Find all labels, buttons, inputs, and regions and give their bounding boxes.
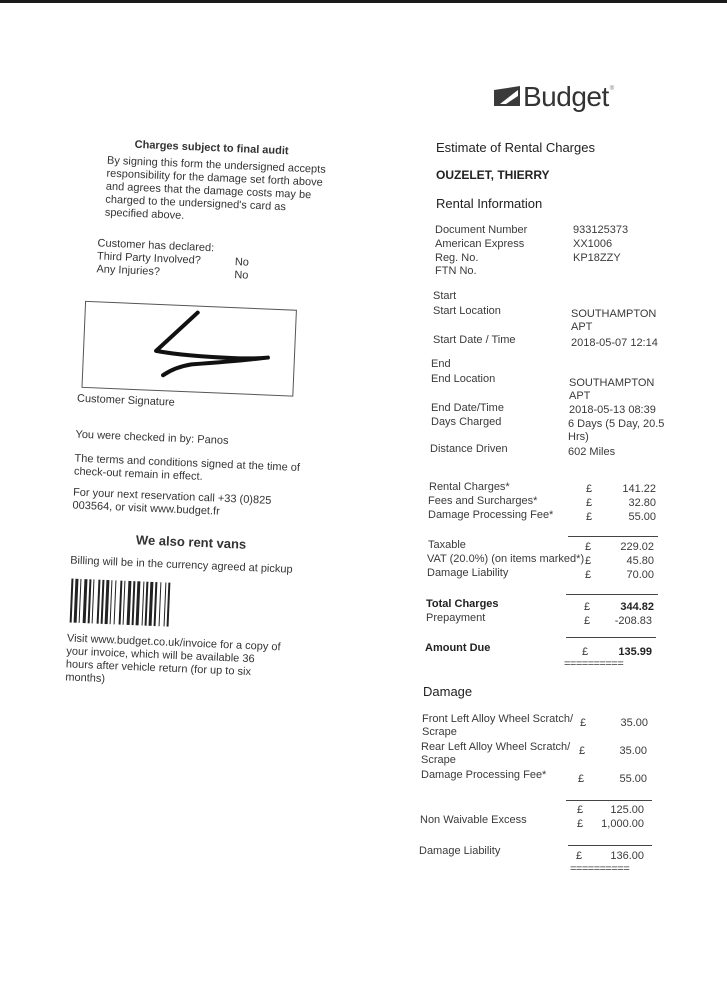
currency-symbol: £ [586, 497, 593, 509]
vans-heading: We also rent vans [135, 532, 247, 552]
charge-label: Damage Processing Fee* [428, 509, 554, 521]
end-datetime: 2018-05-13 08:39 [569, 404, 656, 416]
info-label: FTN No. [435, 265, 477, 277]
charge-amount: 55.00 [628, 511, 656, 523]
days-charged-line2: Hrs) [568, 431, 589, 443]
end-location-line1: SOUTHAMPTON [569, 377, 655, 389]
amount-due-value: 135.99 [618, 646, 652, 658]
declaration-label: Any Injuries? [96, 263, 161, 278]
info-value: KP18ZZY [573, 252, 621, 264]
trademark: ® [609, 86, 615, 92]
start-location-line2: APT [571, 321, 593, 333]
start-datetime: 2018-05-07 12:14 [571, 337, 658, 349]
currency-symbol: £ [577, 818, 584, 830]
days-charged-line1: 6 Days (5 Day, 20.5 [568, 418, 665, 430]
currency-symbol: £ [586, 483, 593, 495]
charge-label: Rental Charges* [429, 481, 510, 493]
currency-symbol: £ [584, 615, 591, 627]
amount-due-rule [566, 637, 656, 638]
end-location-label: End Location [431, 373, 496, 385]
prepayment-amount: -208.83 [614, 615, 652, 627]
budget-wordmark: Budget [523, 81, 609, 112]
tax-amount: 70.00 [626, 569, 654, 581]
damage-liability-amount: 136.00 [610, 850, 644, 862]
currency-symbol: £ [582, 646, 589, 658]
declaration-value: No [234, 269, 249, 282]
checked-in-by: You were checked in by: Panos [75, 428, 229, 447]
currency-symbol: £ [586, 511, 593, 523]
damage-subtotal-rule [566, 800, 652, 801]
liability-rule [568, 845, 652, 846]
estimate-title: Estimate of Rental Charges [436, 140, 595, 155]
tax-amount: 45.80 [626, 555, 654, 567]
total-charges-label: Total Charges [426, 598, 499, 610]
currency-symbol: £ [584, 601, 591, 613]
damage-item-label-cont: Scrape [421, 754, 456, 766]
start-location-label: Start Location [433, 305, 501, 317]
distance-value: 602 Miles [568, 446, 616, 458]
terms-paragraph: By signing this form the undersigned accepts responsibility for the damage set forth above and agrees that the damage costs may be charged to the undersigned's card as specified above. [104, 154, 326, 222]
currency-symbol: £ [579, 745, 586, 757]
conditions-text: The terms and conditions signed at the time of check-out remain in effect. [73, 452, 301, 483]
excess-label: Non Waivable Excess [420, 814, 527, 826]
info-label: Document Number [435, 224, 528, 236]
distance-label: Distance Driven [430, 443, 508, 455]
info-value: XX1006 [573, 238, 613, 250]
reservation-text: For your next reservation call +33 (0)825 003564, or visit www.budget.fr [72, 486, 272, 518]
total-rule [566, 594, 658, 595]
currency-symbol: £ [577, 804, 584, 816]
declared-label: Customer has declared: [97, 237, 215, 255]
currency-symbol: £ [585, 555, 592, 567]
start-datetime-label: Start Date / Time [433, 334, 516, 346]
charge-amount: 32.80 [628, 497, 656, 509]
declaration-label: Third Party Involved? [96, 250, 202, 267]
start-header: Start [433, 290, 457, 302]
tax-label: Taxable [428, 539, 466, 551]
start-location-line1: SOUTHAMPTON [571, 308, 657, 320]
info-value: 933125373 [573, 224, 629, 236]
currency-symbol: £ [580, 717, 587, 729]
damage-item-amount: 35.00 [619, 745, 647, 757]
damage-subtotal: 125.00 [610, 804, 644, 816]
tax-label: VAT (20.0%) (on items marked*) [427, 553, 585, 565]
excess-amount: 1,000.00 [601, 818, 644, 830]
damage-item-label-cont: Scrape [422, 726, 457, 738]
prepayment-label: Prepayment [426, 612, 486, 624]
damage-item-label: Front Left Alloy Wheel Scratch/ [422, 713, 574, 725]
damage-item-label: Rear Left Alloy Wheel Scratch/ [421, 741, 571, 753]
damage-liability-label: Damage Liability [419, 845, 501, 857]
info-label: Reg. No. [435, 252, 479, 264]
currency-symbol: £ [585, 569, 592, 581]
liability-double-rule: ========== [570, 863, 630, 875]
damage-item-amount: 55.00 [619, 773, 647, 785]
audit-header: Charges subject to final audit [134, 138, 289, 158]
amount-due-double-rule: ========== [564, 658, 624, 670]
rental-info-header: Rental Information [436, 196, 543, 211]
charge-amount: 141.22 [622, 483, 656, 495]
charge-label: Fees and Surcharges* [428, 495, 538, 507]
amount-due-label: Amount Due [425, 642, 491, 654]
currency-symbol: £ [578, 773, 585, 785]
currency-symbol: £ [585, 541, 592, 553]
damage-item-amount: 35.00 [620, 717, 648, 729]
days-charged-label: Days Charged [431, 416, 502, 428]
customer-name: OUZELET, THIERRY [436, 168, 550, 182]
declaration-value: No [234, 256, 250, 269]
tax-label: Damage Liability [427, 567, 509, 579]
end-datetime-label: End Date/Time [431, 402, 504, 414]
total-charges-amount: 344.82 [620, 601, 654, 613]
info-label: American Express [435, 238, 525, 250]
damage-header: Damage [423, 684, 473, 699]
tax-amount: 229.02 [620, 541, 654, 553]
billing-note: Billing will be in the currency agreed at pickup [69, 554, 293, 576]
end-header: End [431, 358, 451, 370]
damage-item-label: Damage Processing Fee* [421, 769, 547, 781]
currency-symbol: £ [576, 850, 583, 862]
signature-label: Customer Signature [76, 392, 176, 409]
subtotal-rule [568, 536, 658, 537]
end-location-line2: APT [569, 390, 591, 402]
invoice-note: Visit www.budget.co.uk/invoice for a copy of your invoice, which will be available 36 hours after vehicle return (for up to six months) [65, 632, 281, 686]
